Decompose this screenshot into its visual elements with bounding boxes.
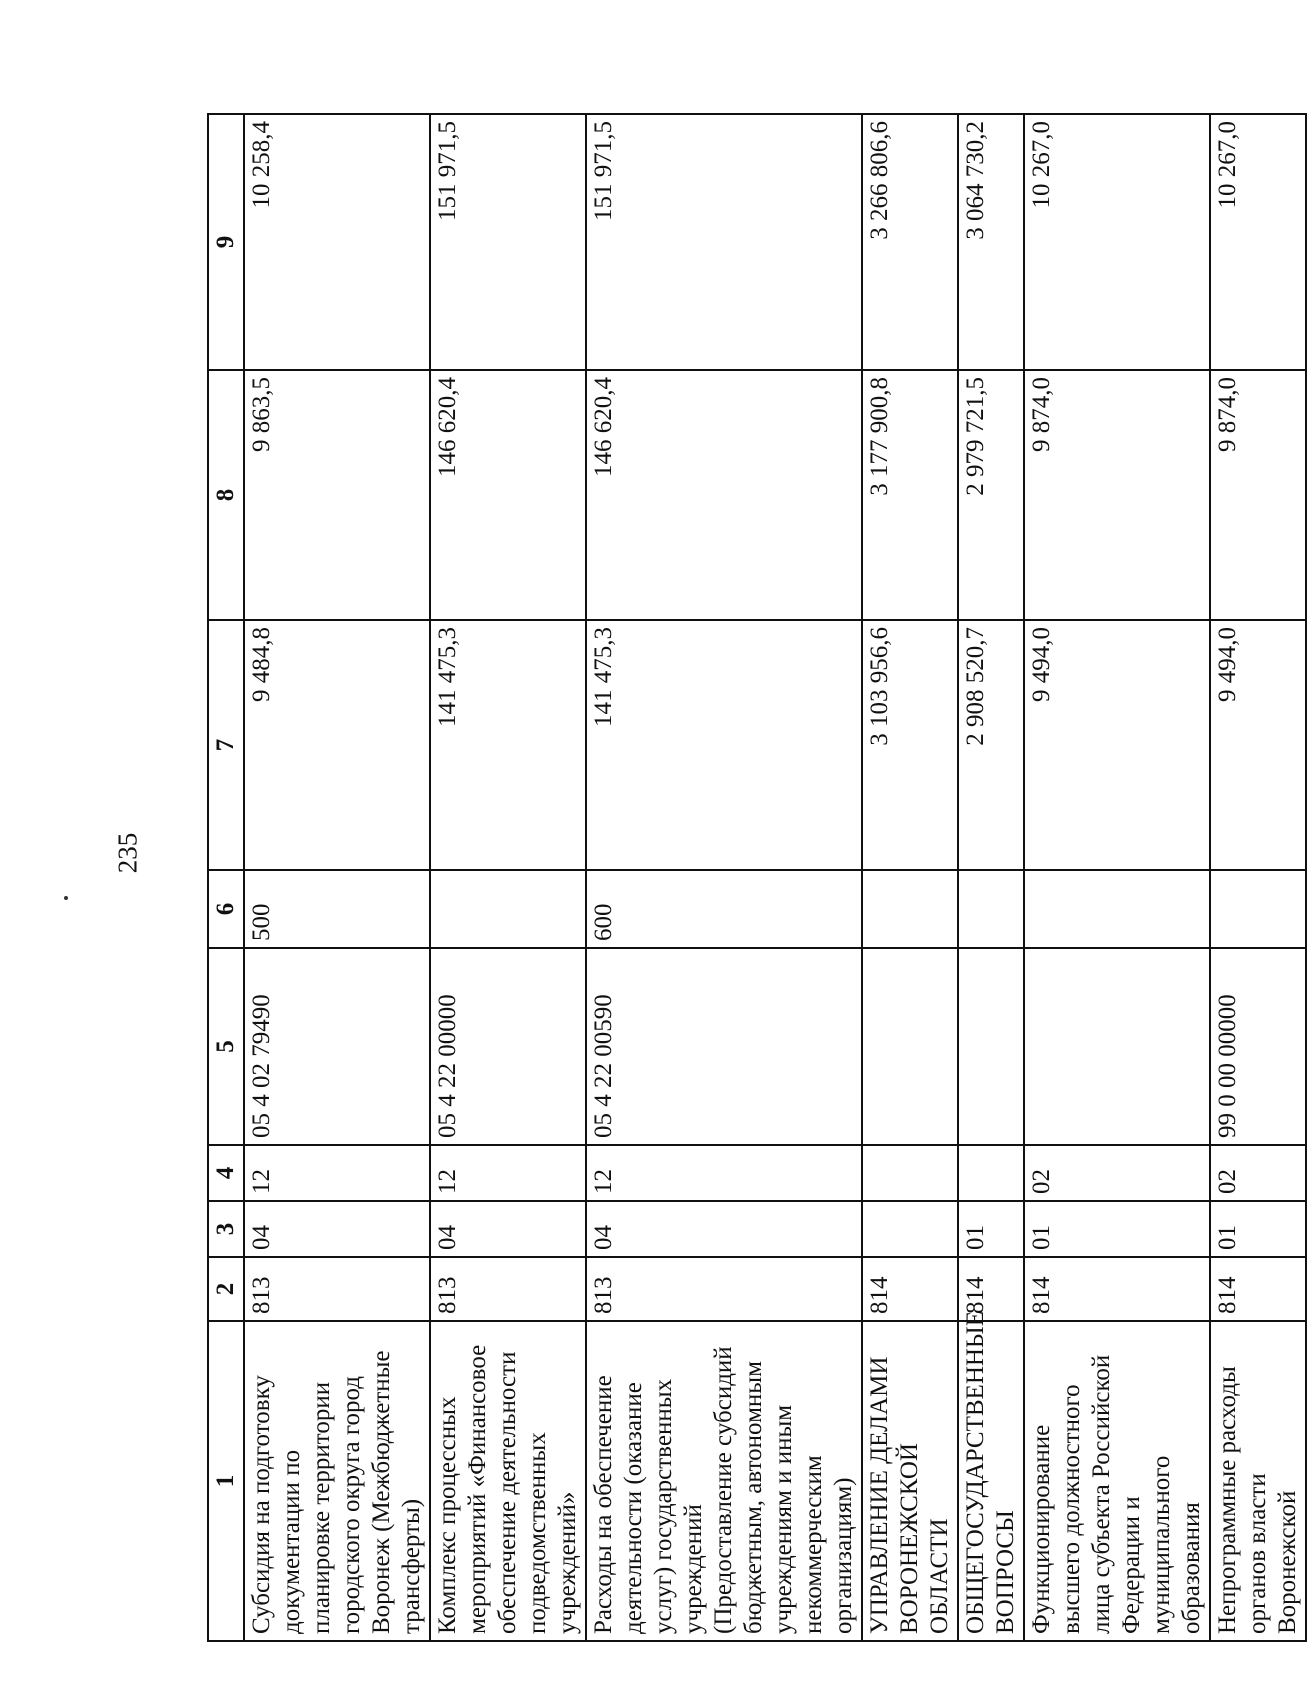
cell-section-code [862,1201,958,1257]
cell-amount-year1: 3 103 956,6 [862,620,958,870]
cell-ministry-code: 813 [586,1257,862,1321]
cell-target-code: 99 0 00 00000 [1210,948,1306,1145]
cell-expense-type [862,870,958,948]
table-row [1210,114,1306,1641]
cell-section-code: 01 [1210,1201,1306,1257]
table-row [1024,114,1210,1641]
table-header-row [208,114,244,1641]
row-description: ОБЩЕГОСУДАРСТВЕННЫЕ ВОПРОСЫ [958,1321,1024,1641]
cell-amount-year1: 9 484,8 [244,620,430,870]
table-row [958,114,1024,1641]
scan-speck [64,896,68,900]
cell-expense-type: 600 [586,870,862,948]
cell-section-code: 04 [586,1201,862,1257]
column-header: 1 [208,1321,244,1641]
column-header: 4 [208,1145,244,1201]
cell-amount-year2: 146 620,4 [430,370,586,620]
table-row [430,114,586,1641]
cell-ministry-code: 814 [1210,1257,1306,1321]
column-header: 3 [208,1201,244,1257]
cell-target-code [862,948,958,1145]
cell-subsection-code [958,1145,1024,1201]
column-header: 9 [208,114,244,370]
cell-amount-year2: 9 874,0 [1210,370,1306,620]
cell-target-code: 05 4 22 00590 [586,948,862,1145]
cell-amount-year2: 146 620,4 [586,370,862,620]
row-description: УПРАВЛЕНИЕ ДЕЛАМИ ВОРОНЕЖСКОЙ ОБЛАСТИ [862,1321,958,1641]
cell-expense-type [1024,870,1210,948]
cell-expense-type [958,870,1024,948]
cell-amount-year3: 3 064 730,2 [958,114,1024,370]
row-description: Непрограммные расходы органов власти Воронежской [1210,1321,1306,1641]
cell-section-code: 01 [958,1201,1024,1257]
cell-target-code [1024,948,1210,1145]
cell-amount-year3: 3 266 806,6 [862,114,958,370]
cell-target-code: 05 4 22 00000 [430,948,586,1145]
cell-ministry-code: 813 [430,1257,586,1321]
cell-subsection-code: 02 [1024,1145,1210,1201]
cell-amount-year1: 9 494,0 [1210,620,1306,870]
budget-table [207,113,1307,1642]
table-row [862,114,958,1641]
cell-ministry-code: 814 [1024,1257,1210,1321]
cell-subsection-code: 02 [1210,1145,1306,1201]
column-header: 2 [208,1257,244,1321]
column-header: 8 [208,370,244,620]
cell-amount-year3: 151 971,5 [430,114,586,370]
cell-subsection-code: 12 [586,1145,862,1201]
cell-amount-year3: 10 267,0 [1024,114,1210,370]
cell-subsection-code: 12 [244,1145,430,1201]
table-row [244,114,430,1641]
rotated-page-content [207,115,1301,1642]
cell-expense-type [430,870,586,948]
cell-amount-year1: 141 475,3 [586,620,862,870]
cell-amount-year1: 2 908 520,7 [958,620,1024,870]
column-header: 5 [208,948,244,1145]
cell-subsection-code [862,1145,958,1201]
cell-amount-year2: 3 177 900,8 [862,370,958,620]
cell-subsection-code: 12 [430,1145,586,1201]
cell-ministry-code: 814 [862,1257,958,1321]
cell-amount-year1: 141 475,3 [430,620,586,870]
cell-amount-year3: 10 267,0 [1210,114,1306,370]
cell-section-code: 04 [244,1201,430,1257]
column-header: 6 [208,870,244,948]
row-description: Комплекс процессных мероприятий «Финансовое обеспечение деятельности подведомственных учреждений» [430,1321,586,1641]
cell-amount-year1: 9 494,0 [1024,620,1210,870]
cell-section-code: 01 [1024,1201,1210,1257]
row-description: Функционирование высшего должностного лица субъекта Российской Федерации и муниципального образования [1024,1321,1210,1641]
table-row [586,114,862,1641]
cell-ministry-code: 814 [958,1257,1024,1321]
cell-expense-type [1210,870,1306,948]
column-header: 7 [208,620,244,870]
cell-amount-year3: 151 971,5 [586,114,862,370]
cell-target-code: 05 4 02 79490 [244,948,430,1145]
cell-ministry-code: 813 [244,1257,430,1321]
cell-amount-year2: 9 874,0 [1024,370,1210,620]
cell-amount-year3: 10 258,4 [244,114,430,370]
row-description: Субсидия на подготовку документации по планировке территории городского округа город Воронеж (Межбюджетные трансферты) [244,1321,430,1641]
cell-amount-year2: 9 863,5 [244,370,430,620]
row-description: Расходы на обеспечение деятельности (оказание услуг) государственных учреждений (Предоставление субсидий бюджетным, автономным учреждениям и иным некоммерческим организациям) [586,1321,862,1641]
page-number: 235 [112,832,143,874]
cell-section-code: 04 [430,1201,586,1257]
cell-amount-year2: 2 979 721,5 [958,370,1024,620]
cell-expense-type: 500 [244,870,430,948]
cell-target-code [958,948,1024,1145]
